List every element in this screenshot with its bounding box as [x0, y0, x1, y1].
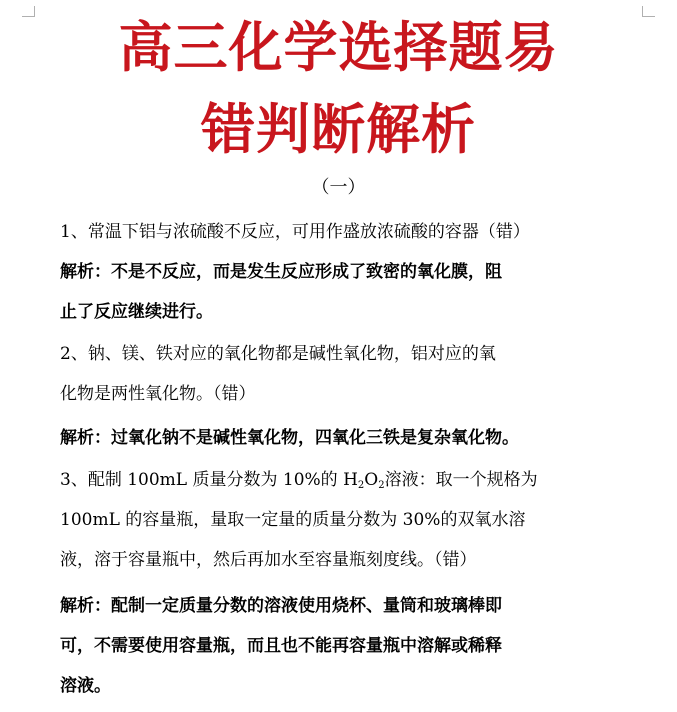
item-2-statement-line-1: 2、钠、镁、铁对应的氧化物都是碱性氧化物，铝对应的氧	[60, 344, 496, 364]
document-title-line-2: 错判断解析	[201, 98, 476, 161]
item-3-statement-prefix: 3、配制 100mL 质量分数为 10%的 H	[60, 470, 358, 490]
item-3-statement-line-2: 100mL 的容量瓶，量取一定量的质量分数为 30%的双氧水溶	[60, 510, 526, 530]
document-title-line-1: 高三化学选择题易	[118, 16, 559, 79]
section-label: （一）	[311, 177, 366, 198]
item-3-statement-mid: O	[364, 470, 379, 490]
item-3-statement-line-1	[60, 460, 620, 500]
item-2-analysis-line-1: 解析：过氧化钠不是碱性氧化物，四氧化三铁是复杂氧化物。	[60, 428, 519, 448]
item-1-analysis-line-2: 止了反应继续进行。	[60, 302, 213, 322]
item-3-statement-line-3: 液，溶于容量瓶中，然后再加水至容量瓶刻度线。（错）	[60, 550, 477, 570]
item-3-analysis-line-3: 溶液。	[60, 676, 111, 696]
item-1-statement-line-1: 1、常温下铝与浓硫酸不反应，可用作盛放浓硫酸的容器（错）	[60, 222, 530, 242]
item-1-analysis-line-1: 解析：不是不反应，而是发生反应形成了致密的氧化膜，阻	[60, 262, 502, 282]
item-3-subscript-2: 2	[378, 480, 385, 491]
item-3-subscript-1: 2	[357, 480, 365, 491]
item-3-analysis-line-2: 可，不需要使用容量瓶，而且也不能再容量瓶中溶解或稀释	[60, 636, 502, 656]
item-3-analysis-line-1: 解析：配制一定质量分数的溶液使用烧杯、量筒和玻璃棒即	[60, 596, 502, 616]
item-2-statement	[60, 334, 620, 414]
item-1-analysis	[60, 252, 620, 332]
item-3-analysis	[60, 586, 620, 706]
item-2-statement-line-2: 化物是两性氧化物。（错）	[60, 384, 256, 404]
item-3-statement-suffix: 溶液：取一个规格为	[384, 470, 538, 490]
item-1-statement	[60, 212, 620, 252]
item-3-statement	[60, 460, 620, 580]
item-2-analysis	[60, 418, 620, 458]
